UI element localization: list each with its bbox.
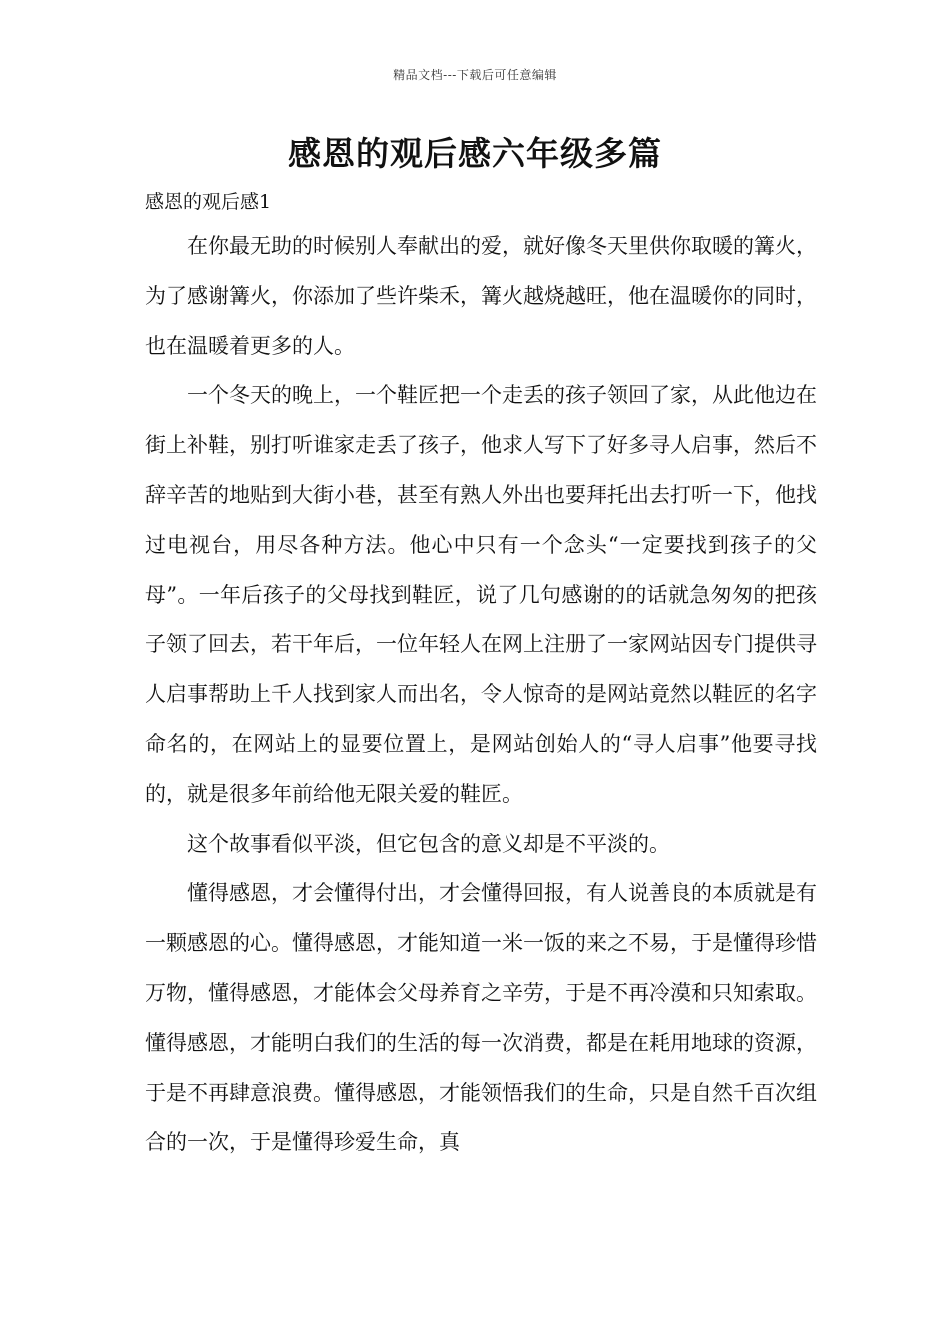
section-subtitle: 感恩的观后感1: [145, 191, 272, 213]
paragraph: 懂得感恩，才会懂得付出，才会懂得回报，有人说善良的本质就是有一颗感恩的心。懂得感恩，才能知道一米一饭的来之不易，于是懂得珍惜万物，懂得感恩，才能体会父母养育之辛劳，于是不再冷漠和只知索取。懂得感恩，才能明白我们的生活的每一次消费，都是在耗用地球的资源，于是不再肆意浪费。懂得感恩，才能领悟我们的生命，只是自然千百次组合的一次，于是懂得珍爱生命，真: [145, 881, 817, 1155]
document-title: 感恩的观后感六年级多篇: [288, 134, 662, 173]
paragraph: 一个冬天的晚上，一个鞋匠把一个走丢的孩子领回了家，从此他边在街上补鞋，别打听谁家走丢了孩子，他求人写下了好多寻人启事，然后不辞辛苦的地贴到大街小巷，甚至有熟人外出也要拜托出去打听一下，他找过电视台，用尽各种方法。他心中只有一个念头“一定要找到孩子的父母”。一年后孩子的父母找到鞋匠，说了几句感谢的的话就急匆匆的把孩子领了回去，若干年后，一位年轻人在网上注册了一家网站因专门提供寻人启事帮助上千人找到家人而出名，令人惊奇的是网站竟然以鞋匠的名字命名的，在网站上的显要位置上，是网站创始人的“寻人启事”他要寻找的，就是很多年前给他无限关爱的鞋匠。: [145, 383, 817, 806]
paragraph: 这个故事看似平淡，但它包含的意义却是不平淡的。: [187, 831, 670, 856]
paragraph: 在你最无助的时候别人奉献出的爱，就好像冬天里供你取暖的篝火，为了感谢篝火，你添加了些许柴禾，篝火越烧越旺，他在温暖你的同时，也在温暖着更多的人。: [145, 234, 817, 358]
page-header: 精品文档---下载后可任意编辑: [393, 68, 557, 82]
document-body: [145, 182, 817, 1168]
